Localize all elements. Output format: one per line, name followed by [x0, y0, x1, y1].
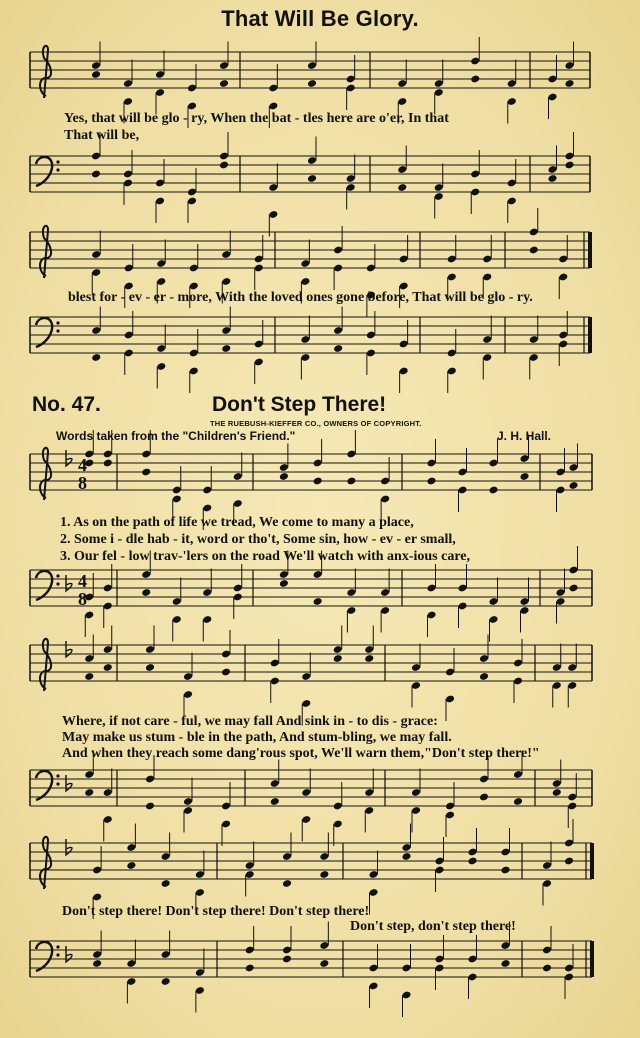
- hymn-title: That Will Be Glory.: [221, 6, 419, 31]
- note-head: [470, 75, 480, 84]
- note-head: [245, 964, 255, 973]
- verse-lyric-line: 2. Some i - dle hab - it, word or tho't, Some sin, how - ev - er small,: [60, 532, 456, 547]
- note-head: [568, 481, 578, 490]
- note-head: [91, 170, 101, 179]
- flat-sign: [66, 450, 72, 466]
- note-head: [542, 964, 552, 973]
- note-head: [346, 477, 356, 486]
- note-head: [564, 857, 574, 866]
- note-head: [564, 79, 574, 88]
- note-head: [103, 459, 113, 468]
- words-credit: Words taken from the "Children's Friend.": [56, 429, 296, 443]
- clef-dot: [56, 574, 59, 577]
- bass-clef: [36, 157, 52, 186]
- flat-sign: [66, 575, 72, 591]
- note-head: [92, 959, 102, 968]
- lyric-line: Yes, that will be glo - ry, When the bat - tles here are o'er, In that: [64, 111, 449, 126]
- note-head: [313, 477, 323, 486]
- note-head: [307, 174, 317, 183]
- note-head: [568, 584, 578, 593]
- note-head: [91, 70, 101, 79]
- hymn-title: Don't Step There!: [212, 393, 387, 416]
- note-head: [401, 852, 411, 861]
- note-head: [479, 672, 489, 681]
- verse-lyric-line: 1. As on the path of life we tread, We come to many a place,: [60, 515, 414, 530]
- clef-dot: [56, 774, 59, 777]
- note-head: [319, 870, 329, 879]
- note-head: [333, 344, 343, 353]
- note-head: [145, 663, 155, 672]
- note-head: [145, 802, 155, 811]
- note-head: [319, 959, 329, 968]
- time-signature-denominator: 8: [78, 589, 87, 609]
- verse-lyric-line: May make us stum - ble in the path, And stum-bling, we may fall.: [62, 730, 452, 745]
- copyright-notice: THE RUEBUSH-KIEFFER CO., OWNERS OF COPYRIGHT.: [210, 419, 422, 428]
- note-head: [426, 477, 436, 486]
- treble-clef: [40, 46, 51, 98]
- note-head: [500, 866, 510, 875]
- flat-sign: [66, 775, 72, 791]
- treble-clef: [40, 448, 51, 500]
- note-head: [307, 79, 317, 88]
- note-head: [333, 654, 343, 663]
- note-head: [513, 797, 523, 806]
- note-head: [282, 879, 292, 888]
- bass-clef: [36, 571, 52, 600]
- note-head: [279, 579, 289, 588]
- chorus-lyric-line: Don't step there! Don't step there! Don't step there!: [62, 904, 370, 919]
- bass-clef: [36, 942, 52, 971]
- hymn-number: No. 47.: [32, 393, 101, 416]
- note-head: [91, 353, 101, 362]
- note-head: [161, 879, 171, 888]
- clef-dot: [56, 168, 59, 171]
- flat-sign: [66, 839, 72, 855]
- note-head: [84, 788, 94, 797]
- note-head: [547, 174, 557, 183]
- time-signature-numerator: 4: [78, 455, 87, 475]
- note-head: [564, 161, 574, 170]
- verse-lyric-line: 3. Our fel - low trav-'lers on the road We'll watch with anx-ious care,: [60, 549, 470, 564]
- time-signature-numerator: 4: [78, 571, 87, 591]
- verse-lyric-line: And when they reach some dang'rous spot, We'll warn them,"Don't step there!": [62, 746, 540, 761]
- clef-dot: [56, 582, 59, 585]
- note-head: [279, 472, 289, 481]
- note-head: [282, 955, 292, 964]
- chorus-lyric-line: Don't step, don't step there!: [350, 919, 516, 934]
- bass-clef: [36, 318, 52, 347]
- note-head: [364, 654, 374, 663]
- flat-sign: [66, 641, 72, 657]
- note-head: [529, 246, 539, 255]
- note-head: [221, 668, 231, 677]
- note-head: [221, 344, 231, 353]
- note-head: [500, 959, 510, 968]
- note-head: [84, 672, 94, 681]
- note-head: [479, 793, 489, 802]
- clef-dot: [56, 782, 59, 785]
- composer-credit: J. H. Hall.: [497, 429, 552, 443]
- verse-lyric-line: Where, if not care - ful, we may fall And sink in - to dis - grace:: [62, 714, 438, 729]
- lyric-line: blest for - ev - er - more, With the loved ones gone before, That will be glo - ry.: [68, 290, 533, 305]
- note-head: [141, 588, 151, 597]
- note-head: [397, 183, 407, 192]
- note-head: [270, 797, 280, 806]
- note-head: [488, 486, 498, 495]
- clef-dot: [56, 953, 59, 956]
- note-head: [519, 472, 529, 481]
- treble-clef: [40, 639, 51, 691]
- note-head: [219, 161, 229, 170]
- treble-clef: [40, 226, 51, 278]
- note-head: [141, 468, 151, 477]
- note-head: [219, 79, 229, 88]
- note-head: [552, 788, 562, 797]
- note-head: [126, 861, 136, 870]
- clef-dot: [56, 160, 59, 163]
- clef-dot: [56, 945, 59, 948]
- treble-clef: [40, 837, 51, 889]
- clef-dot: [56, 329, 59, 332]
- note-head: [103, 663, 113, 672]
- flat-sign: [66, 946, 72, 962]
- bass-clef: [36, 771, 52, 800]
- note-head: [467, 857, 477, 866]
- note-head: [313, 597, 323, 606]
- clef-dot: [56, 321, 59, 324]
- lyric-line: That will be,: [64, 128, 140, 143]
- time-signature-denominator: 8: [78, 473, 87, 493]
- note-head: [161, 977, 171, 986]
